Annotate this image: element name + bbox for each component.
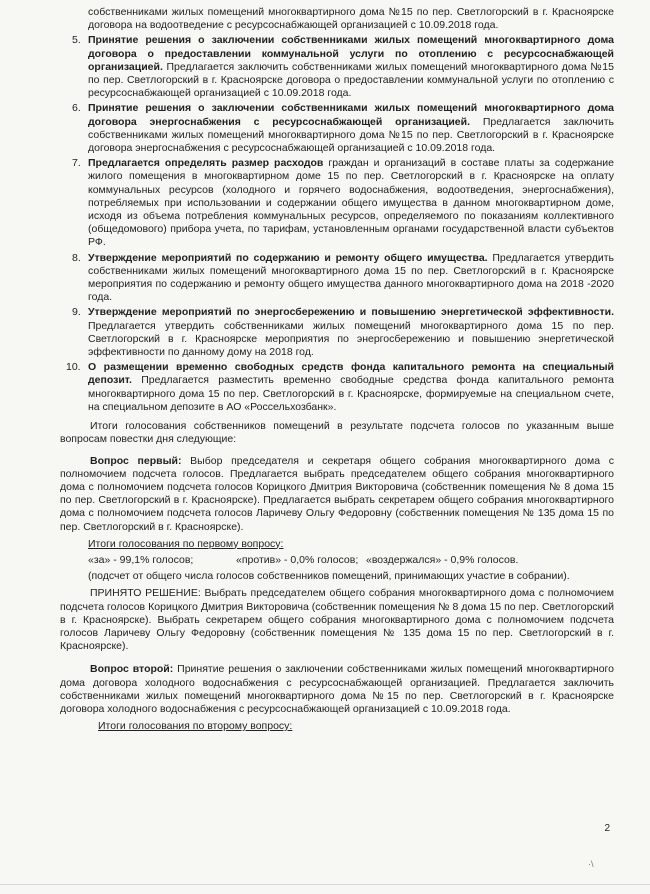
item-title: Принятие решения о заключении собственниками жилых помещений многоквартирного дома договора энергоснабжения с ресурсоснабжающей организацией.: [88, 102, 614, 128]
agenda-item-6: [60, 102, 614, 155]
question-1-decision: ПРИНЯТО РЕШЕНИЕ: Выбрать председателем общего собрания многоквартирного дома с полномочием подсчета голосов Корицкого Дмитрия Викторовича (собственник помещения № 8 дома 15 по пер. Светлогорский в г. Красноярске). Выбрать секретарем общего собрания многоквартирного дома с полномочием подсчета голосов Ларичеву Ольгу Федоровну (собственник помещения № 135 дома 15 по пер. Светлогорский в г. Красноярске).: [60, 587, 614, 653]
vote-abstain: «воздержался» - 0,9% голосов.: [366, 553, 519, 566]
question-1: [60, 455, 614, 534]
agenda-list: [60, 34, 614, 414]
item-number: 9.: [72, 306, 81, 319]
vote-note: (подсчет от общего числа голосов собственников помещений, принимающих участие в собрании).: [88, 570, 570, 583]
agenda-item-5: [60, 34, 614, 100]
continued-paragraph: собственниками жилых помещений многоквартирного дома №15 по пер. Светлогорский в г. Красноярске договора на водоотведение с ресурсоснабжающей организацией с 10.09.2018 года.: [88, 6, 614, 32]
pen-mark: ·\: [588, 859, 594, 869]
item-title: Утверждение мероприятий по энергосбережению и повышению энергетической эффективности.: [88, 306, 614, 319]
agenda-item-10: [60, 361, 614, 414]
item-title: Принятие решения о заключении собственниками жилых помещений многоквартирного дома договора о предоставлении коммунальной услуги по отоплению с ресурсоснабжающей организацией.: [88, 34, 614, 73]
agenda-item-7: [60, 157, 614, 249]
item-text: граждан и организаций в составе платы за содержание жилого помещения в многоквартирном доме 15 по пер. Светлогорский в г. Красноярске на оплату коммунальных ресурсов (холодного и горячего водоснабжения, водоотведения, энергоснабжения), потребляемых при использовании и содержании общего имущества в данном многоквартирном доме, исходя из объема потребления коммунальных ресурсов, определяемого по показаниям коллективного (общедомового) прибора учета, по тарифам, установленным органами государственной власти субъектов РФ.: [88, 157, 614, 249]
question-2-text: Принятие решения о заключении собственниками жилых помещений многоквартирного дома договора холодного водоснабжения с ресурсоснабжающей организацией. Предлагается заключить собственниками жилых помещений многоквартирного дома №15 по пер. Светлогорский в г. Красноярске договора холодного водоснабжения с ресурсоснабжающей организацией с 10.09.2018 года.: [60, 663, 614, 715]
item-number: 8.: [72, 251, 81, 264]
vote-against: «против» - 0,0% голосов;: [236, 553, 359, 566]
question-1-results-heading: Итоги голосования по первому вопросу:: [88, 537, 284, 550]
item-number: 5.: [72, 34, 81, 47]
item-title: Утверждение мероприятий по содержанию и ремонту общего имущества.: [88, 251, 488, 264]
item-text: Предлагается заключить собственниками жилых помещений многоквартирного дома №15 по пер. Светлогорский в г. Красноярске договора о предоставлении коммунальной услуги по отоплению с ресурсоснабжающей организацией с 10.09.2018 года.: [88, 60, 614, 100]
item-title: Предлагается определять размер расходов: [88, 157, 324, 170]
vote-for: «за» - 99,1% голосов;: [88, 553, 194, 566]
item-number: 6.: [72, 102, 81, 115]
item-title: О размещении временно свободных средств фонда капитального ремонта на специальный депозит.: [88, 361, 614, 387]
question-2-label: Вопрос второй:: [90, 663, 174, 676]
question-2-results-heading: Итоги голосования по второму вопросу:: [98, 720, 293, 733]
agenda-item-8: [60, 252, 614, 305]
item-text: Предлагается утвердить собственниками жилых помещений многоквартирного дома 15 по пер. Светлогорский в г. Красноярске мероприятия по энергосбережению и повышению энергетической эффективности по данному дому на 2018 год.: [88, 319, 614, 359]
results-intro: Итоги голосования собственников помещений в результате подсчета голосов по указанным выше вопросам повестки дня следующие:: [60, 420, 614, 446]
agenda-item-9: [60, 306, 614, 359]
page-number: 2: [604, 823, 610, 834]
page-edge: [0, 884, 650, 885]
question-2: [60, 663, 614, 716]
question-1-votes: [88, 554, 614, 567]
item-text: Предлагается разместить временно свободные средства фонда капитального ремонта многоквартирного дома 15 по пер. Светлогорский в г. Красноярске, формируемые на специальном счете, на специальном депозите в АО «Россельхозбанк».: [88, 374, 614, 413]
question-1-label: Вопрос первый:: [90, 454, 182, 467]
item-number: 7.: [72, 157, 81, 170]
item-text: Предлагается утвердить собственниками жилых помещений многоквартирного дома 15 по пер. Светлогорский в г. Красноярске мероприятия по содержанию и ремонту общего имущества данного многоквартирного дома на 2018 -2020 года.: [88, 251, 614, 304]
question-1-text: Выбор председателя и секретаря общего собрания многоквартирного дома с полномочием подсчета голосов. Предлагается выбрать председателем общего собрания многоквартирного дома с полномочием подсчета голосов Корицкого Дмитрия Викторовича (собственник помещения № 8 дома 15 по пер. Светлогорский в г. Красноярске). Предлагается выбрать секретарем общего собрания многоквартирного дома с полномочием подсчета голосов Ларичеву Ольгу Федоровну (собственник помещения № 135 дома 15 по пер. Светлогорский в г. Красноярске).: [60, 454, 614, 533]
item-text: Предлагается заключить собственниками жилых помещений многоквартирного дома №15 по пер. Светлогорский в г. Красноярске договора энергоснабжения с ресурсоснабжающей организацией с 10.09.2018 года.: [88, 115, 615, 155]
item-number: 10.: [66, 361, 81, 374]
